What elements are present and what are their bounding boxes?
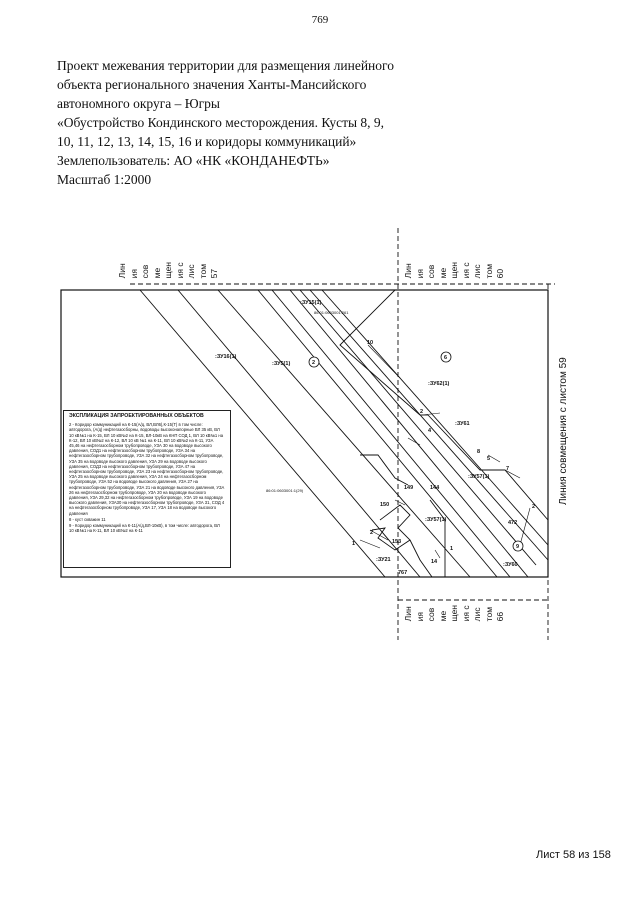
map-label: :ЗУ5(1) (272, 361, 291, 367)
sheet-footer: Лист 58 из 158 (536, 849, 611, 861)
match-label-part: ме (437, 267, 448, 279)
map-label: 14 (431, 559, 438, 565)
page-number: 769 (311, 14, 329, 26)
match-label-sheet66 (404, 605, 524, 621)
map-label: 144 (430, 485, 440, 491)
match-label-part: ия (128, 268, 139, 279)
circle-label: 6 (444, 355, 448, 361)
map-label: 153 (392, 539, 402, 545)
map-label: 2 (370, 530, 374, 536)
title-line: Проект межевания территории для размещения линейного (57, 58, 394, 73)
match-label-part: Лин (403, 263, 413, 279)
legend-item: 8 - куст скважин 11 (69, 516, 106, 522)
title-line: 10, 11, 12, 13, 14, 15, 16 и коридоры коммуникаций» (57, 134, 357, 149)
map-label: 2 (532, 504, 536, 510)
match-label-part: ме (437, 610, 448, 622)
map-label: :ЗУ57(1) (425, 517, 447, 523)
circle-label: 9 (516, 544, 520, 550)
map-label: 472 (508, 520, 518, 526)
map-label: :ЗУ60 (503, 562, 518, 568)
map-label: 8 (477, 449, 481, 455)
match-label-part: щен (163, 262, 173, 279)
match-label-part: ия с (174, 262, 185, 279)
map-label: 86:01:0603001:1(29) (266, 488, 304, 493)
match-label-part: лис (472, 264, 482, 279)
match-label-part: том (483, 606, 494, 622)
map-label: :ЗУ15(1) (300, 300, 322, 306)
match-label-sheet59: Линия совмещения с листом 59 (558, 357, 569, 505)
title-line: «Обустройство Кондинского месторождения. Кусты 8, 9, (57, 115, 385, 130)
map-label: :ЗУ21 (376, 557, 391, 563)
map-label: 86:01:0603001:261 (314, 310, 349, 315)
match-label-part: сов (140, 264, 150, 279)
map-label: :ЗУ57(1) (468, 474, 490, 480)
map-label: 2 (420, 409, 424, 415)
explication-legend (63, 410, 231, 568)
match-label-part: ия (414, 611, 425, 622)
match-label-part: щен (449, 605, 459, 622)
map-label: 767 (398, 570, 408, 576)
map-label: 1 (450, 546, 454, 552)
match-label-part: 60 (495, 268, 505, 279)
map-label: 10 (367, 340, 374, 346)
legend-item: 9 - Коридор коммуникаций на К-11(А/д,ВЛ-10кВ), в том числе: автодорога, ВЛ 10 кВ№1 на К-11, ВЛ 10 кВ№2 на К-11 (69, 523, 220, 534)
match-label-part: сов (426, 264, 436, 279)
match-label-part: 66 (495, 611, 505, 622)
circle-label: 2 (312, 360, 316, 366)
title-line: объекта регионального значения Ханты-Мансийского (57, 77, 367, 92)
match-label-part: лис (186, 264, 196, 279)
match-label-part: Лин (117, 263, 127, 279)
match-label-sheet57 (118, 262, 228, 278)
legend-heading: ЭКСПЛИКАЦИЯ ЗАПРОЕКТИРОВАННЫХ ОБЪЕКТОВ (69, 413, 204, 419)
legend-item: 2 - Коридор коммуникаций на К-15(А/д, ВЛ,ВЛ6),К-15(Т) в том числе: автодорога, (А/д) нефтегазосборны, водоводы высоконапорные ВЛ 35 кВ, ВЛ 10 кВ№1 на К-15, ВЛ 10 кВ№2 на К-15, ВЛ-10кВ на КНП СОД 1, ВЛ 10 кВ№1 на К-12, ВЛ 10 кВ№2 на К-12, ВЛ 10 кВ №1 на К-11, ВЛ 10 кВ№2 на К-11, УЗА 45,46 на нефтегазосборном трубопроводе, УЗА 30 на водоводе высокого давления, СОД1 на нефтегазосборном трубопроводе, УЗА 34 на нефтегазосборном трубопроводе, УЗА 32 на нефтегазосборном трубопроводе, УЗА 35 на водоводе высокого давления, УЗА 29 на водоводе высокого давления, СОД3 на нефтегазосборном трубопроводе, УЗА 47 на нефтегазосборном трубопроводе, УЗА 23 на нефтегазосборном трубопроводе, УЗА 25 на водоводе высокого давления, УЗА 24 на нефтегазосборном трубопроводе, УЗА 52 на водоводе высокого давления, УЗА 27 на нефтегазосборном трубопроводе, УЗА 21 на водоводе высокого давления, УЗА 26 на нефтегазосборном трубопроводе, УЗА 20 на водоводе высокого давления, УЗА 29,32 на нефтегазосборном трубопроводе, УЗА 19 на водоводе высокого давления, УЗА30 на нефтегазосборном трубопроводе, УЗА 31, СОД 4 на нефтегазосборном трубопроводе, УЗА 17, УЗА 18 на водоводе высокого давления (69, 422, 225, 516)
map-label: 5 (487, 456, 491, 462)
map-label: 1 (352, 541, 356, 547)
match-label-part: сов (426, 607, 436, 622)
map-label: 150 (380, 502, 390, 508)
match-label-part: лис (472, 607, 482, 622)
match-label-sheet60 (404, 262, 524, 278)
map-label: :ЗУ16(1) (215, 354, 237, 360)
map-label: :ЗУ62(1) (428, 381, 450, 387)
match-label-part: Лин (403, 606, 413, 622)
match-label-part: щен (449, 262, 459, 279)
map-label: :ЗУ61 (455, 421, 470, 427)
title-line: автономного округа – Югры (57, 96, 220, 111)
map-label: 4 (428, 428, 432, 434)
match-label-part: том (483, 263, 494, 279)
match-label-part: том (197, 263, 208, 279)
match-label-part: ия с (460, 605, 471, 622)
match-label-part: ме (151, 267, 162, 279)
map-label: 7 (506, 466, 510, 472)
match-label-part: ия (414, 268, 425, 279)
map-label: 149 (404, 485, 414, 491)
match-label-part: ия с (460, 262, 471, 279)
title-line: Землепользователь: АО «НК «КОНДАНЕФТЬ» (57, 153, 330, 168)
scale-line: Масштаб 1:2000 (57, 172, 152, 187)
match-label-part: 57 (209, 268, 219, 279)
